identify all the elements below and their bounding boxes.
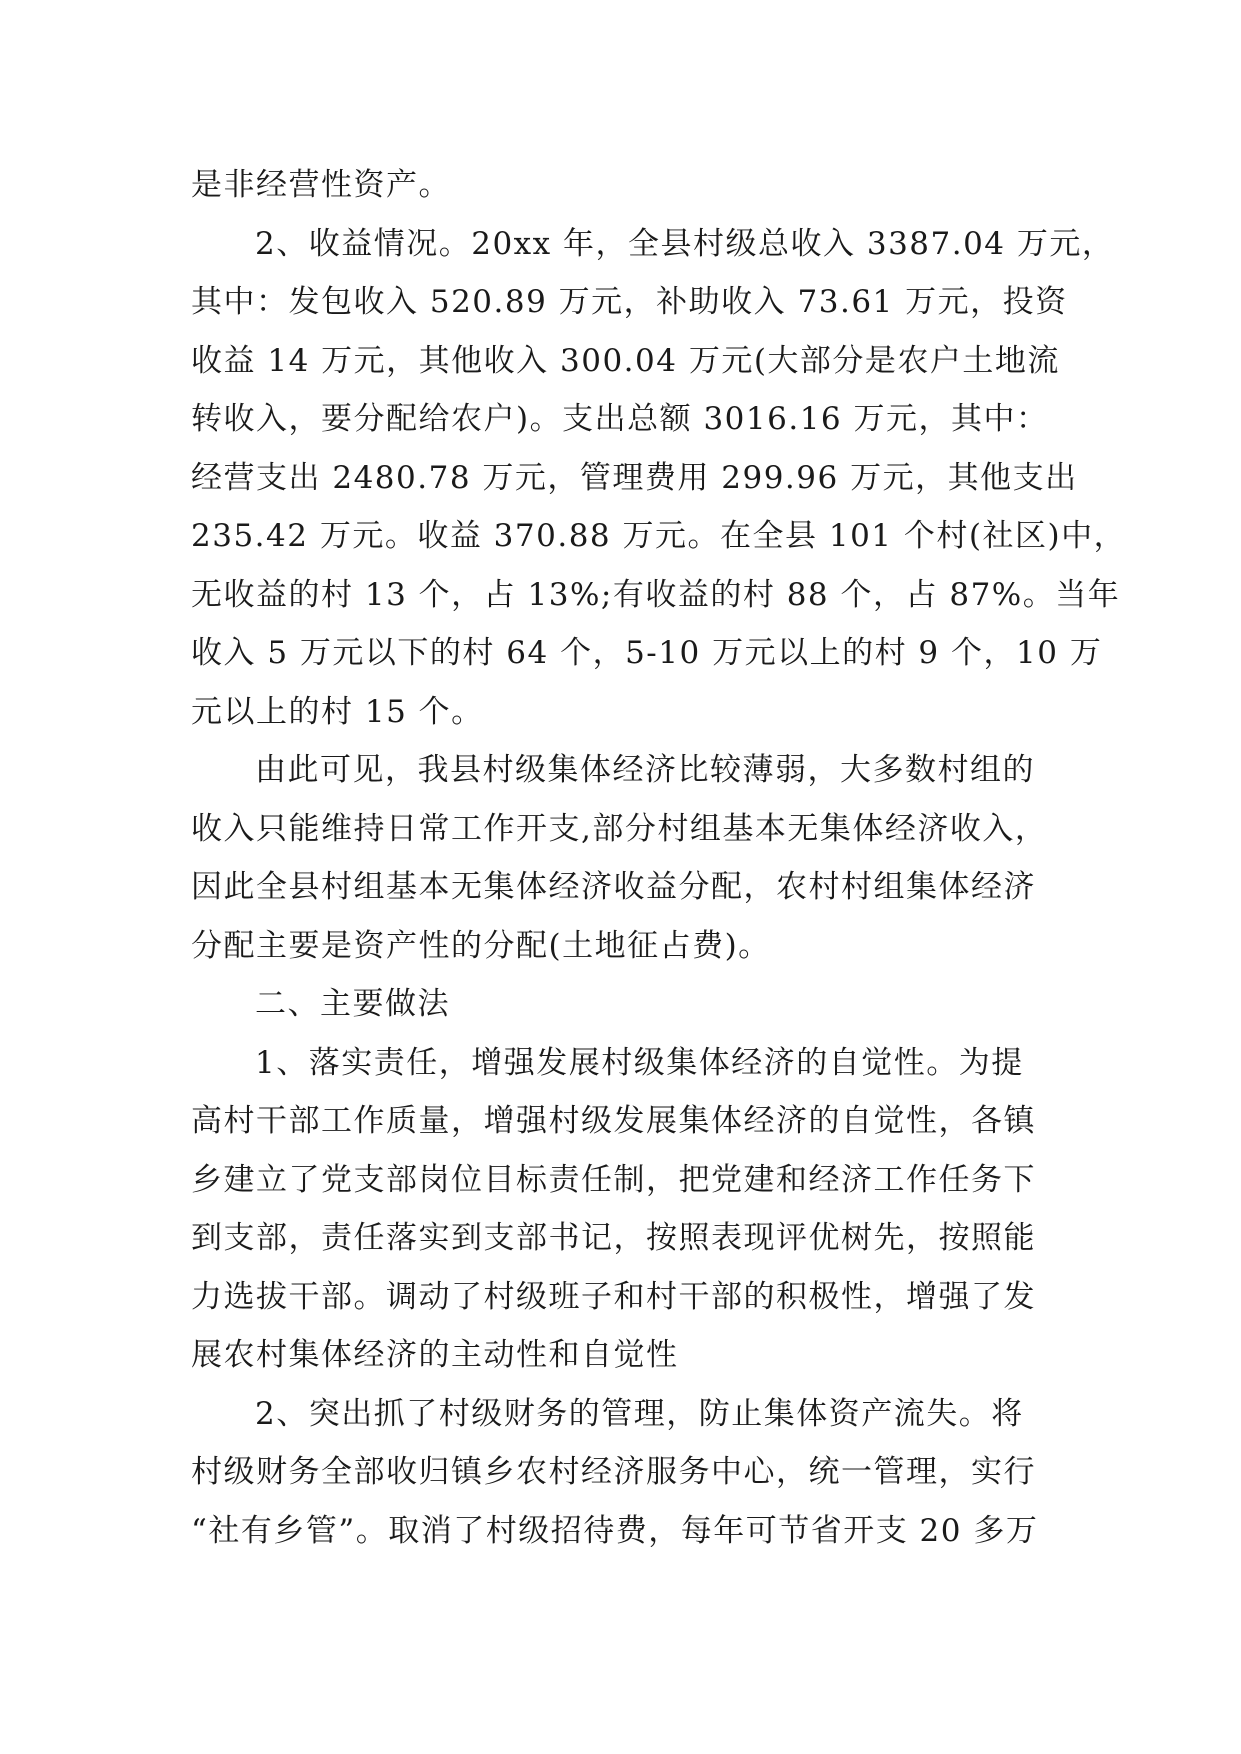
text-line: 是非经营性资产。	[191, 167, 451, 203]
text-line: 收入只能维持日常工作开支,部分村组基本无集体经济收入，	[191, 810, 1048, 847]
text-line: 2、突出抓了村级财务的管理，防止集体资产流失。将	[255, 1395, 1024, 1432]
text-line: 因此全县村组基本无集体经济收益分配，农村村组集体经济	[191, 869, 1036, 905]
text-line: 展农村集体经济的主动性和自觉性	[191, 1337, 679, 1373]
text-line: 分配主要是资产性的分配(土地征占费)。	[191, 927, 771, 964]
text-line: 2、收益情况。20xx 年，全县村级总收入 3387.04 万元，	[255, 225, 1115, 262]
text-line: 其中：发包收入 520.89 万元，补助收入 73.61 万元，投资	[191, 284, 1068, 320]
text-line: 力选拔干部。调动了村级班子和村干部的积极性，增强了发	[191, 1278, 1036, 1315]
text-line: “社有乡管”。取消了村级招待费，每年可节省开支 20 多万	[191, 1512, 1039, 1549]
text-line: 乡建立了党支部岗位目标责任制，把党建和经济工作任务下	[191, 1161, 1036, 1198]
text-line: 由此可见，我县村级集体经济比较薄弱，大多数村组的	[255, 752, 1035, 788]
text-line: 转收入，要分配给农户)。支出总额 3016.16 万元，其中：	[191, 401, 1049, 437]
text-line: 收益 14 万元，其他收入 300.04 万元(大部分是农户土地流	[191, 342, 1060, 379]
text-line: 经营支出 2480.78 万元，管理费用 299.96 万元，其他支出	[191, 459, 1078, 496]
text-line: 235.42 万元。收益 370.88 万元。在全县 101 个村(社区)中，	[191, 518, 1127, 554]
text-line: 无收益的村 13 个，占 13%;有收益的村 88 个，占 87%。当年	[191, 576, 1121, 613]
document-body	[191, 156, 1127, 1560]
text-line: 元以上的村 15 个。	[191, 693, 484, 730]
text-line: 收入 5 万元以下的村 64 个，5-10 万元以上的村 9 个，10 万	[191, 635, 1103, 671]
text-line: 村级财务全部收归镇乡农村经济服务中心，统一管理，实行	[191, 1454, 1036, 1490]
text-line: 到支部，责任落实到支部书记，按照表现评优树先，按照能	[191, 1220, 1036, 1256]
text-line: 1、落实责任，增强发展村级集体经济的自觉性。为提	[255, 1044, 1024, 1081]
text-line: 高村干部工作质量，增强村级发展集体经济的自觉性，各镇	[191, 1103, 1036, 1139]
section-heading: 二、主要做法	[255, 986, 450, 1022]
